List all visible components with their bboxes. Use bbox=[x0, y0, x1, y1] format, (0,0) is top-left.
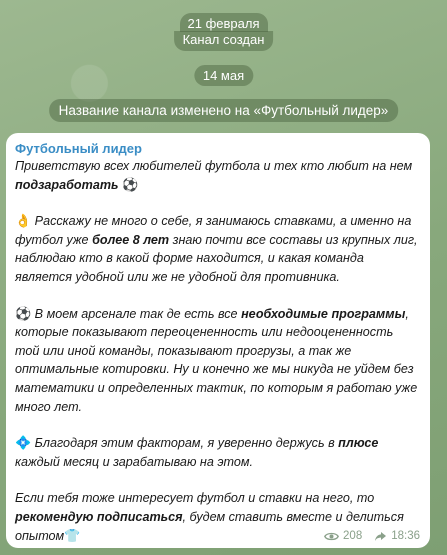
soccer-ball-icon: ⚽ bbox=[15, 305, 32, 321]
hand-icon: 👌 bbox=[15, 213, 32, 229]
post-paragraph-1 bbox=[15, 157, 420, 194]
p2-bold: более 8 лет bbox=[92, 232, 170, 247]
diamond-icon: 💠 bbox=[15, 435, 32, 451]
p3-bold: необходимые программы bbox=[241, 306, 406, 321]
post-paragraph-3 bbox=[15, 305, 420, 417]
service-channel-created: Канал создан bbox=[174, 31, 274, 51]
message-bubble[interactable] bbox=[6, 133, 430, 548]
service-date-2: 14 мая bbox=[194, 65, 253, 86]
service-date-1: 21 февраля bbox=[180, 13, 268, 32]
post-paragraph-2 bbox=[15, 212, 420, 286]
view-count: 208 bbox=[343, 530, 363, 542]
p5-text-a: Если тебя тоже интересует футбол и ставки на него, то bbox=[15, 491, 375, 506]
channel-name[interactable]: Футбольный лидер bbox=[15, 141, 142, 156]
p5-bold: рекомендую подписаться bbox=[15, 509, 183, 524]
p4-text-a: Благодаря этим факторам, я уверенно держусь в bbox=[31, 436, 339, 451]
p4-text-b: каждый месяц и зарабатываю на этом. bbox=[15, 454, 254, 469]
p4-bold: плюсе bbox=[338, 436, 379, 451]
p3-text-b: , которые показывают переоцененность или недооцененность той или иной команды, показывают прогрузы, а так же оптимальные котировки. Ну и конечно же мы никуда не уйдем без математики и определенных тактик, по которым я работаю уже много лет. bbox=[15, 306, 418, 414]
p3-text-a: В моем арсенале так де есть все bbox=[31, 306, 242, 321]
service-rename: Название канала изменено на «Футбольный лидер» bbox=[49, 99, 399, 122]
message-time: 18:36 bbox=[391, 530, 420, 542]
p2-text-b: знаю почти все составы из крупных лиг, наблюдаю кто в какой форме находится, и какая команда является удобной или же не удобной для противника. bbox=[15, 232, 418, 284]
message-meta bbox=[324, 530, 420, 542]
p2-text-a: Расскажу не много о себе, я занимаюсь ставками, а именно на футбол уже bbox=[15, 214, 412, 247]
soccer-ball-icon: ⚽ bbox=[122, 176, 139, 192]
share-icon[interactable] bbox=[374, 531, 387, 542]
eye-icon bbox=[324, 531, 339, 542]
p5-text-b: , будем ставить вместе и делиться опытом bbox=[15, 509, 404, 543]
p1-text: Приветствую всех любителей футбола и тех кто любит на нем bbox=[15, 159, 413, 173]
p1-bold: подзаработать bbox=[15, 177, 119, 192]
post-paragraph-4 bbox=[15, 434, 420, 471]
jersey-icon: 👕 bbox=[64, 527, 81, 543]
